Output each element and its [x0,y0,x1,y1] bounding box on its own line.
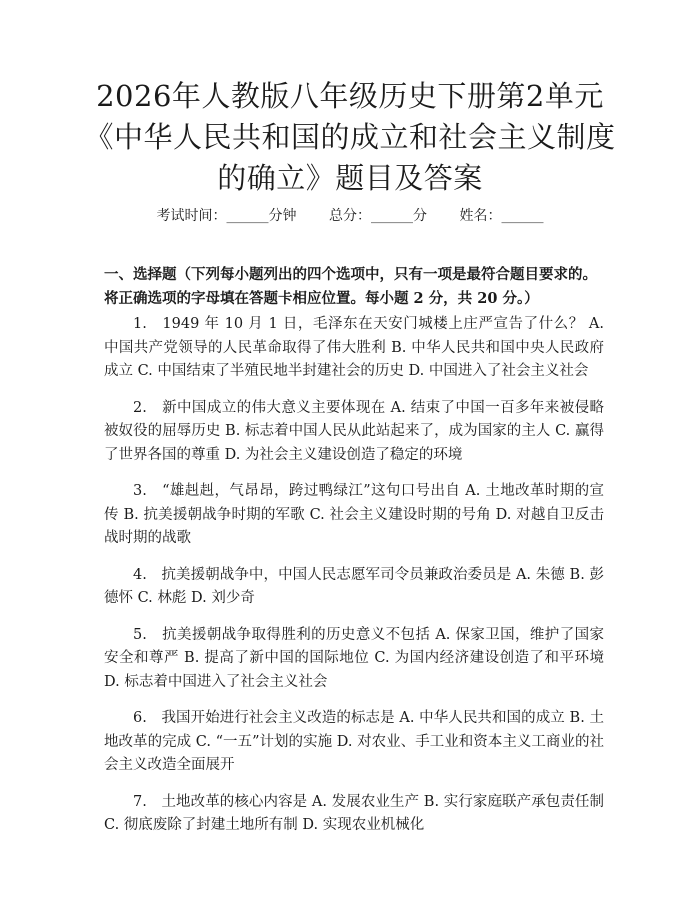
question-item: 3. “雄赳赳，气昂昂，跨过鸭绿江”这句口号出自 A. 土地改革时期的宣传 B. 抗美援朝战争时期的军歌 C. 社会主义建设时期的号角 D. 对越自卫反击战时期的战歌 [104,483,604,546]
question-item: 1. 1949 年 10 月 1 日，毛泽东在天安门城楼上庄严宣告了什么？ A. 中国共产党领导的人民革命取得了伟大胜利 B. 中华人民共和国中央人民政府成立 C. 中国结束了半殖民地半封建社会的历史 D. 中国进入了社会主义社会 [104,316,604,379]
student-name-field: 姓名：______ [459,208,544,224]
question-item: 5. 抗美援朝战争取得胜利的历史意义不包括 A. 保家卫国，维护了国家安全和尊严 B. 提高了新中国的国际地位 C. 为国内经济建设创造了和平环境 D. 标志着中国进入了社会主义社会 [104,626,604,690]
total-score-field: 总分：______分 [329,208,427,224]
question-item: 6. 我国开始进行社会主义改造的标志是 A. 中华人民共和国的成立 B. 土地改革的完成 C. “一五”计划的实施 D. 对农业、手工业和资本主义工商业的社会主义改造全面展开 [104,710,604,773]
question-item: 4. 抗美援朝战争中，中国人民志愿军司令员兼政治委员是 A. 朱德 B. 彭德怀 C. 林彪 D. 刘少奇 [104,566,604,606]
section-heading: 一、选择题（下列每小题列出的四个选项中，只有一项是最符合题目要求的。将正确选项的字母填在答题卡相应位置。每小题 2 分，共 20 分。） [104,266,597,307]
question-item: 7. 土地改革的核心内容是 A. 发展农业生产 B. 实行家庭联产承包责任制 C. 彻底废除了封建土地所有制 D. 实现农业机械化 [104,793,604,833]
question-item: 2. 新中国成立的伟大意义主要体现在 A. 结束了中国一百多年来被侵略被奴役的屈辱历史 B. 标志着中国人民从此站起来了，成为国家的主人 C. 赢得了世界各国的尊重 D. 为社会主义建设创造了稳定的环境 [104,399,604,463]
exam-info-line [0,206,700,226]
question-list [104,313,604,851]
exam-time-field: 考试时间：______分钟 [156,208,297,224]
document-title: 2026年人教版八年级历史下册第2单元《中华人民共和国的成立和社会主义制度的确立》题目及答案 [84,79,616,195]
